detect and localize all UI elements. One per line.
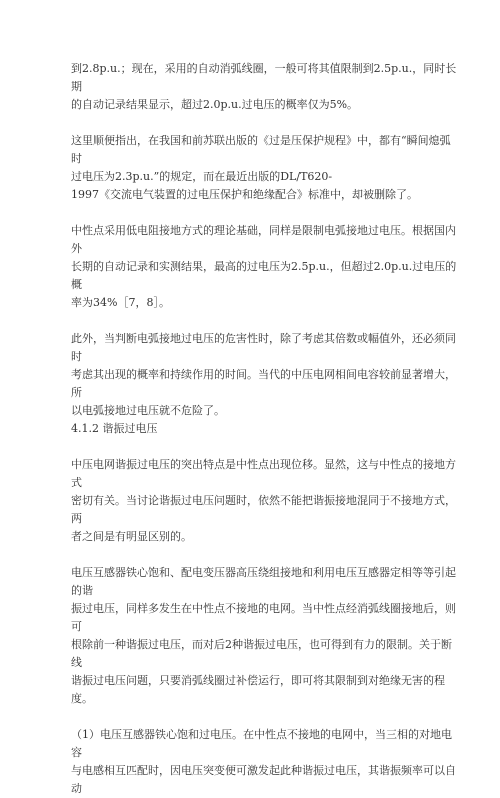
section-heading: 4.1.2 谐振过电压: [71, 422, 158, 435]
paragraph-resonance-causes: 电压互感器铁心饱和、配电变压器高压绕组接地和利用电压互感器定相等等引起的谐 振过电压，同样多发生在中性点不接地的电网。当中性点经消弧线圈接地后，则可 根除前一种谐振过电压，而对后2种谐振过电压，也可得到有力的限制。关于断线 谐振过电压问题，只要消弧线圈过补偿运行，即可将其限制到对绝缘无害的程度。: [71, 566, 456, 705]
paragraph-resonance-features: 中压电网谐振过电压的突出特点是中性点出现位移。显然，这与中性点的接地方式 密切有关。当讨论谐振过电压问题时，依然不能把谐振接地混同于不接地方式，两 者之间是有明显区别的。: [71, 458, 456, 543]
paragraph-regulation-note: 这里顺便指出，在我国和前苏联出版的《过是压保护规程》中，都有“瞬间熄弧时 过电压为2.3p.u.”的规定，而在最近出版的DL/T620- 1997《交流电气装置的过电压保护和绝缘配合》标准中，却被删除了。: [71, 134, 451, 201]
paragraph-overvoltage-limit: 到2.8p.u.；现在，采用的自动消弧线圈，一般可将其值限制到2.5p.u.，同时长期 的自动记录结果显示，超过2.0p.u.过电压的概率仅为5%。: [71, 62, 457, 111]
paragraph-hazard-assessment: 此外，当判断电弧接地过电压的危害性时，除了考虑其倍数或幅值外，还必须同时 考虑其出现的概率和持续作用的时间。当代的中压电网相间电容较前显著增大，所 以电弧接地过电压就不危险了。: [71, 332, 456, 417]
paragraph-low-resistance-grounding: 中性点采用低电阻接地方式的理论基础，同样是限制电弧接地过电压。根据国内外 长期的自动记录和实测结果，最高的过电压为2.5p.u.，但超过2.0p.u.过电压的概 率为34%［7，8］。: [71, 224, 457, 309]
paragraph-pt-saturation: （1）电压互感器铁心饱和过电压。在中性点不接地的电网中，当三相的对地电容 与电感相互匹配时，因电压突变便可激发起此种谐振过电压，其谐振频率可以自动: [71, 728, 456, 795]
